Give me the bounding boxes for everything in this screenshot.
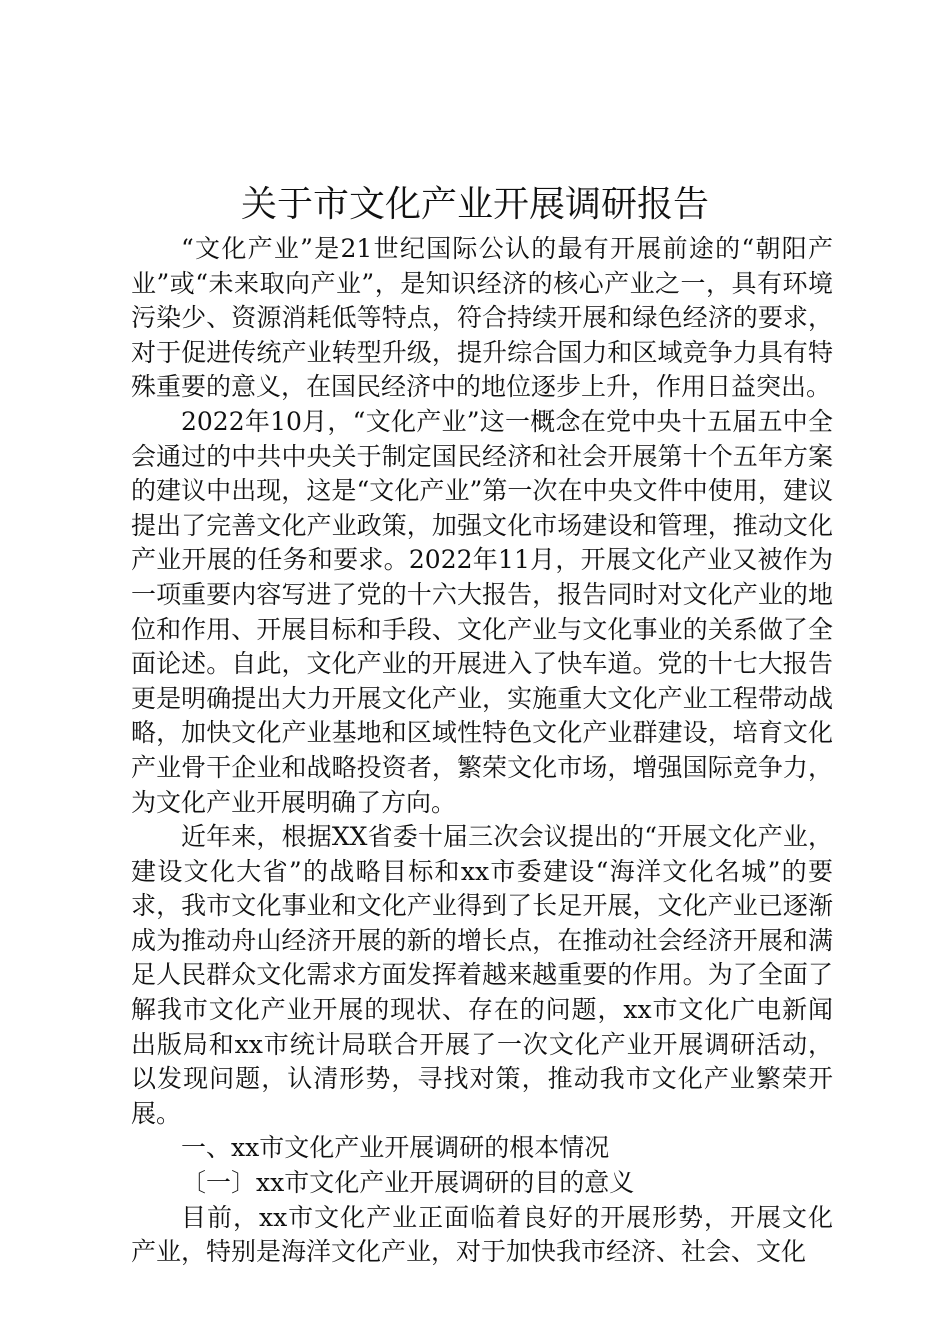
subsection-heading-1-1: 〔一〕xx市文化产业开展调研的目的意义 <box>181 1168 635 1198</box>
section-heading-1: 一、xx市文化产业开展调研的根本情况 <box>181 1133 610 1163</box>
paragraph-history: 2022年10月，“文化产业”这一概念在党中央十五届五中全会通过的中共中央关于制定国民经济和社会开展第十个五年方案的建议中出现，这是“文化产业”第一次在中央文件中使用，建议提出了完善文化产业政策，加强文化市场建设和管理，推动文化产业开展的任务和要求。2022年11月，开展文化产业又被作为一项重要内容写进了党的十六大报告，报告同时对文化产业的地位和作用、开展目标和手段、文化产业与文化事业的关系做了全面论述。自此，文化产业的开展进入了快车道。党的十七大报告更是明确提出大力开展文化产业，实施重大文化产业工程带动战略，加快文化产业基地和区域性特色文化产业群建设，培育文化产业骨干企业和战略投资者，繁荣文化市场，增强国际竞争力，为文化产业开展明确了方向。 <box>131 406 833 817</box>
document-body <box>131 232 833 1270</box>
paragraph-current-situation: 目前，xx市文化产业正面临着良好的开展形势，开展文化产业，特别是海洋文化产业，对于加快我市经济、社会、文化 <box>131 1202 833 1267</box>
paragraph-intro: “文化产业”是21世纪国际公认的最有开展前途的“朝阳产业”或“未来取向产业”，是知识经济的核心产业之一，具有环境污染少、资源消耗低等特点，符合持续开展和绿色经济的要求，对于促进传统产业转型升级，提升综合国力和区域竞争力具有特殊重要的意义，在国民经济中的地位逐步上升，作用日益突出。 <box>131 234 833 402</box>
paragraph-recent-years: 近年来，根据XX省委十届三次会议提出的“开展文化产业，建设文化大省”的战略目标和xx市委建设“海洋文化名城”的要求，我市文化事业和文化产业得到了长足开展，文化产业已逐渐成为推动舟山经济开展的新的增长点，在推动社会经济开展和满足人民群众文化需求方面发挥着越来越重要的作用。为了全面了解我市文化产业开展的现状、存在的问题，xx市文化广电新闻出版局和xx市统计局联合开展了一次文化产业开展调研活动，以发现问题，认清形势，寻找对策，推动我市文化产业繁荣开展。 <box>131 822 833 1128</box>
document-title: 关于市文化产业开展调研报告 <box>240 184 709 225</box>
